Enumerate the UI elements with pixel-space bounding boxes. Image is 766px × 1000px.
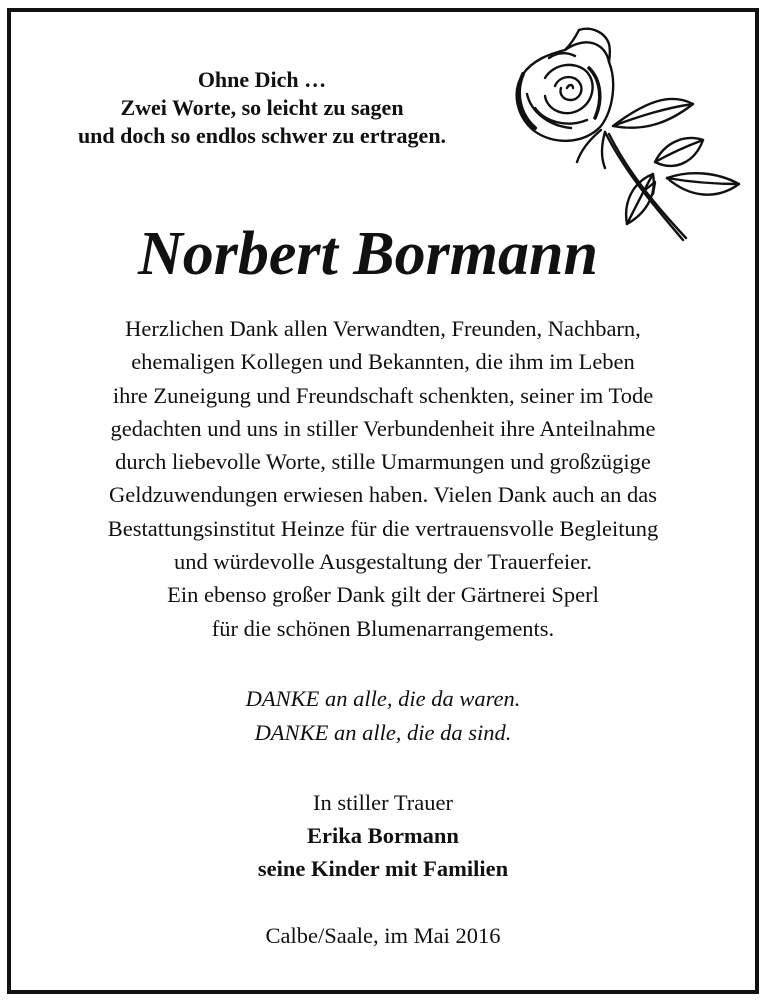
text-line: für die schönen Blumenarrangements. xyxy=(211,615,555,641)
text-line: Bestattungsinstitut Heinze für die vertrauensvolle Begleitung xyxy=(107,515,659,541)
text-line: ehemaligen Kollegen und Bekannten, die ihm im Leben xyxy=(131,349,635,375)
danke-line: DANKE an alle, die da sind. xyxy=(254,720,512,745)
text-line: und würdevolle Ausgestaltung der Trauerfeier. xyxy=(173,549,593,575)
text-line: Ein ebenso großer Dank gilt der Gärtnerei Sperl xyxy=(167,582,599,608)
text-line: gedachten und uns in stiller Verbundenheit ihre Anteilnahme xyxy=(110,415,656,441)
text-line: Geldzuwendungen erwiesen haben. Vielen Dank auch an das xyxy=(108,482,658,508)
poem xyxy=(22,66,502,150)
signature-intro: In stiller Trauer xyxy=(313,790,453,815)
place-date: Calbe/Saale, im Mai 2016 xyxy=(265,923,501,948)
poem-line: Ohne Dich … xyxy=(197,67,327,92)
poem-line: und doch so endlos schwer zu ertragen. xyxy=(77,123,447,148)
signature-family: seine Kinder mit Familien xyxy=(257,856,509,881)
signature-block xyxy=(0,786,766,885)
thank-you-text xyxy=(0,312,766,645)
deceased-name: Norbert Bormann xyxy=(138,220,598,288)
text-line: ihre Zuneigung und Freundschaft schenkten, seiner im Tode xyxy=(112,382,654,408)
poem-line: Zwei Worte, so leicht zu sagen xyxy=(120,95,404,120)
text-line: Herzlichen Dank allen Verwandten, Freunden, Nachbarn, xyxy=(125,316,641,341)
danke-lines xyxy=(0,682,766,750)
text-line: durch liebevolle Worte, stille Umarmungen und großzügige xyxy=(115,449,651,475)
signature-name: Erika Bormann xyxy=(307,823,459,848)
danke-line: DANKE an alle, die da waren. xyxy=(245,686,521,711)
